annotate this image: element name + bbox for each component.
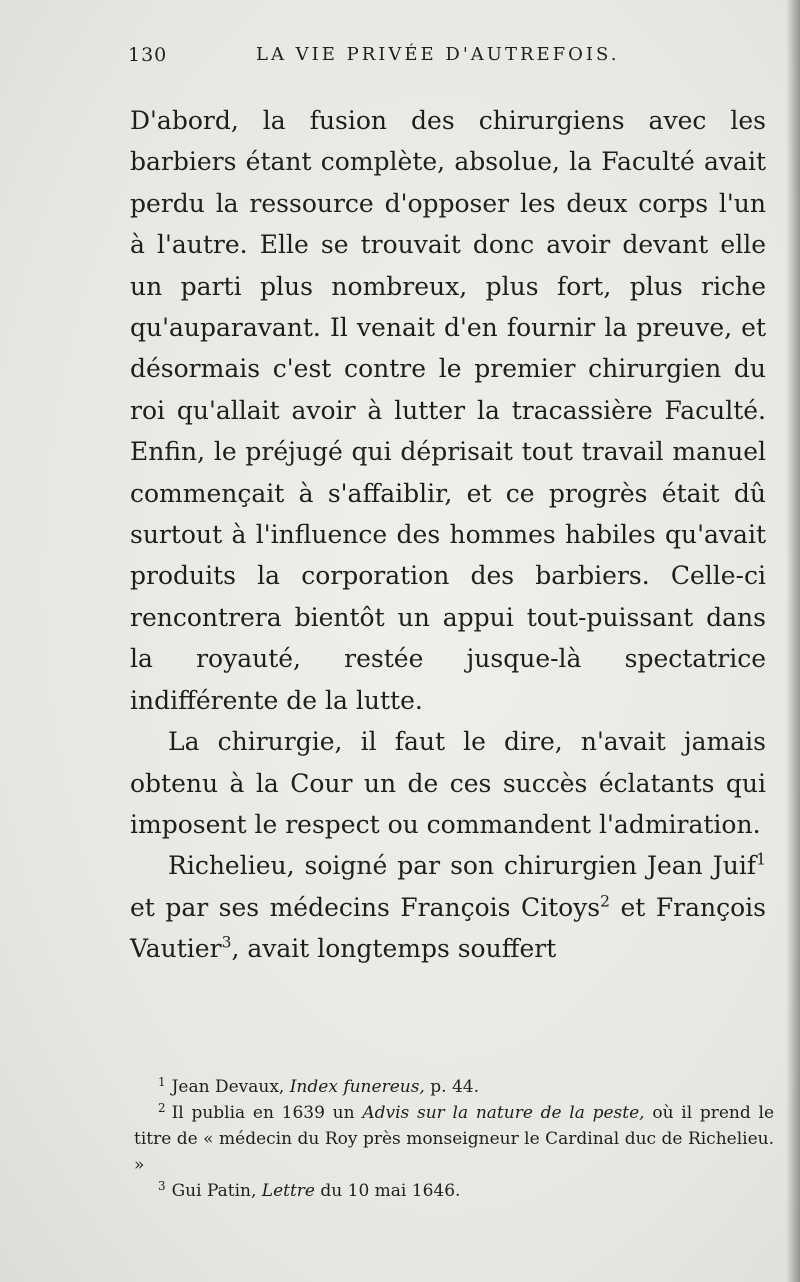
paragraph-3-text-c: et François Vautier	[130, 892, 766, 964]
footnote-2-title: Advis sur la nature de la peste,	[362, 1103, 645, 1123]
footnote-ref-1: 1	[756, 851, 766, 870]
paragraph-1: D'abord, la fusion des chirurgiens avec les barbiers étant complète, absolue, la Faculté avait perdu la ressource d'opposer les deux corps l'un à l'autre. Elle se trouvait donc avoir devant elle un parti plus nombreux, plus fort, plus riche qu'auparavant. Il venait d'en fournir la preuve, et désormais c'est contre le premier chirurgien du roi qu'allait avoir à lutter la tracassière Faculté. Enfin, le préjugé qui déprisait tout travail manuel commençait à s'affaiblir, et ce progrès était dû surtout à l'influence des hommes habiles qu'avait produits la corporation des barbiers. Celle-ci rencontrera bientôt un appui tout-puissant dans la royauté, restée jusque-là spectatrice indifférente de la lutte.	[130, 106, 766, 715]
footnote-2-text-a: Il publia en 1639 un	[171, 1103, 363, 1123]
footnote-1	[134, 1074, 774, 1100]
footnote-3-title: Lettre	[261, 1181, 315, 1201]
footnote-3	[134, 1178, 774, 1204]
page-edge-shadow	[786, 0, 800, 1282]
paragraph-3-text-b: et par ses médecins François Citoys	[130, 892, 601, 922]
footnote-2-mark: 2	[158, 1101, 166, 1116]
paragraph-3	[130, 845, 766, 969]
paragraph-3-text-a: Richelieu, soigné par son chirurgien Jean Juif	[168, 851, 757, 881]
footnote-1-text-a: Jean Devaux,	[171, 1077, 290, 1097]
footnote-ref-3: 3	[221, 933, 232, 952]
footnote-1-text-b: p. 44.	[424, 1077, 479, 1097]
main-text	[130, 100, 766, 970]
footnote-3-mark: 3	[158, 1179, 166, 1194]
footnote-2	[134, 1100, 774, 1178]
footnote-3-text-a: Gui Patin,	[171, 1181, 262, 1201]
paragraph-3-text-d: , avait longtemps souffert	[231, 934, 557, 964]
page-header	[128, 44, 768, 74]
footnotes	[134, 1074, 774, 1204]
running-title: LA VIE PRIVÉE D'AUTREFOIS.	[256, 44, 620, 65]
footnote-ref-2: 2	[600, 892, 611, 911]
footnote-1-mark: 1	[158, 1075, 166, 1090]
page-number: 130	[128, 44, 168, 66]
paragraph-2: La chirurgie, il faut le dire, n'avait jamais obtenu à la Cour un de ces succès éclatants qui imposent le respect ou commandent l'admiration.	[130, 727, 766, 839]
footnote-1-title: Index funereus,	[289, 1077, 425, 1097]
footnote-2-text-b: où il prend le titre de « médecin du Roy près monseigneur le Cardinal duc de Richelieu. »	[134, 1103, 775, 1175]
footnote-3-text-b: du 10 mai 1646.	[315, 1181, 461, 1201]
